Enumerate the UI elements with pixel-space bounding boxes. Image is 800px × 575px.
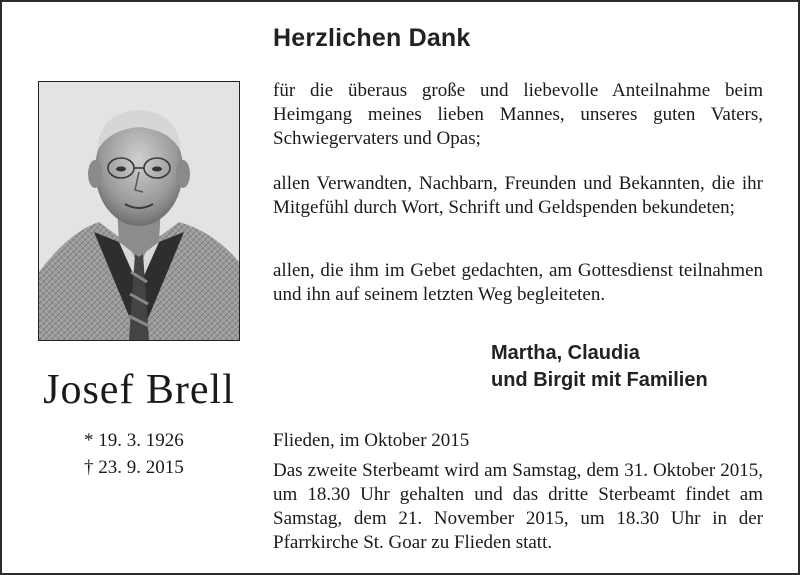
- signature: [491, 340, 708, 394]
- portrait-image: [39, 82, 239, 340]
- notice-heading: Herzlichen Dank: [273, 24, 471, 52]
- service-note: Das zweite Sterbeamt wird am Samstag, dem 31. Oktober 2015, um 18.30 Uhr gehalten und das dritte Sterbeamt findet am Samstag, dem 21. November 2015, um 18.30 Uhr in der Pfarrkirche St. Goar zu Flieden statt.: [273, 460, 763, 553]
- birth-date: * 19. 3. 1926: [84, 430, 184, 451]
- thanks-paragraph-3: allen, die ihm im Gebet gedachten, am Gottesdienst teilnahmen und ihn auf seinem letzten Weg begleiteten.: [273, 260, 763, 305]
- thanks-paragraph-2: allen Verwandten, Nachbarn, Freunden und Bekannten, die ihr Mitgefühl durch Wort, Schrift und Geldspenden bekundeten;: [273, 173, 763, 218]
- portrait-photo: [38, 81, 240, 341]
- thanks-paragraph-1: für die überaus große und liebevolle Anteilnahme beim Heimgang meines lieben Mannes, unseres guten Vaters, Schwiegervaters und Opas;: [273, 80, 763, 149]
- place-date: Flieden, im Oktober 2015: [273, 430, 470, 451]
- life-dates: [84, 427, 184, 481]
- deceased-name: Josef Brell: [43, 367, 235, 413]
- death-date: † 23. 9. 2015: [84, 457, 184, 478]
- signature-line-2: und Birgit mit Familien: [491, 369, 708, 391]
- signature-line-1: Martha, Claudia: [491, 342, 640, 364]
